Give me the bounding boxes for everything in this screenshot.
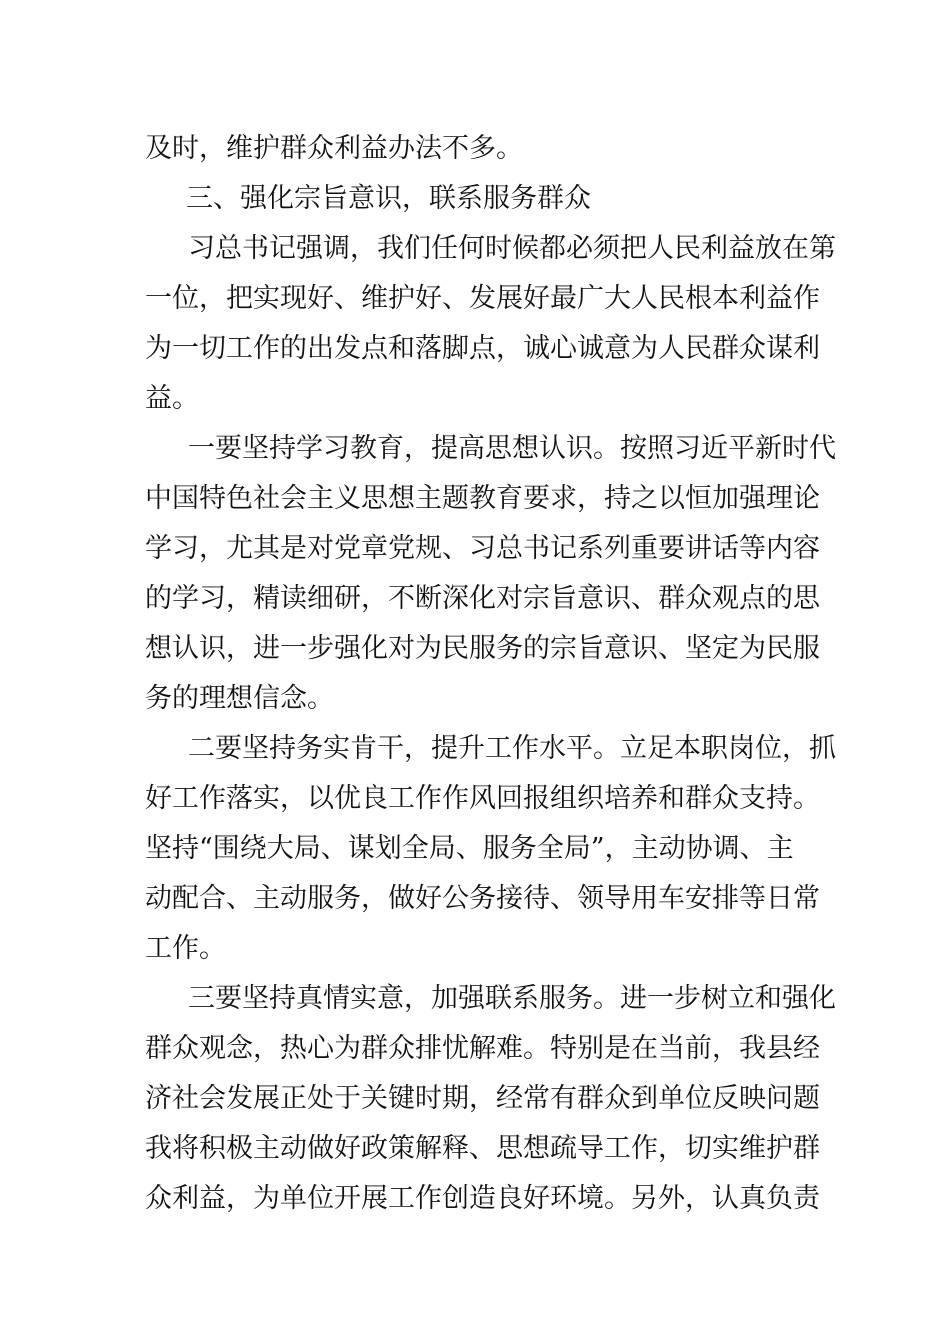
text-line: 工作。 <box>145 933 226 964</box>
text-line: 想认识，进一步强化对为民服务的宗旨意识、坚定为民服 <box>145 633 820 664</box>
text-line: 济社会发展正处于关键时期，经常有群众到单位反映问题 <box>145 1083 820 1114</box>
text-line: 动配合、主动服务，做好公务接待、领导用车安排等日常 <box>145 883 820 914</box>
text-line: 一要坚持学习教育，提高思想认识。按照习近平新时代 <box>188 433 836 464</box>
text-line: 学习，尤其是对党章党规、习总书记系列重要讲话等内容 <box>145 533 820 564</box>
text-line: 益。 <box>145 383 199 414</box>
text-line: 为一切工作的出发点和落脚点，诚心诚意为人民群众谋利 <box>145 333 820 364</box>
text-line: 三要坚持真情实意，加强联系服务。进一步树立和强化 <box>188 983 836 1014</box>
text-line: 一位，把实现好、维护好、发展好最广大人民根本利益作 <box>145 283 820 314</box>
text-line: 坚持“围绕大局、谋划全局、服务全局”，主动协调、主 <box>145 833 794 864</box>
text-line: 我将积极主动做好政策解释、思想疏导工作，切实维护群 <box>145 1133 820 1164</box>
text-line: 好工作落实，以优良工作作风回报组织培养和群众支持。 <box>145 783 820 814</box>
text-line: 务的理想信念。 <box>145 683 334 714</box>
text-line: 群众观念，热心为群众排忧解难。特别是在当前，我县经 <box>145 1033 820 1064</box>
text-line: 中国特色社会主义思想主题教育要求，持之以恒加强理论 <box>145 483 820 514</box>
text-line: 习总书记强调，我们任何时候都必须把人民利益放在第 <box>188 233 836 264</box>
text-line: 的学习，精读细研，不断深化对宗旨意识、群众观点的思 <box>145 583 820 614</box>
section-heading: 三、强化宗旨意识，联系服务群众 <box>186 183 591 214</box>
text-line: 二要坚持务实肯干，提升工作水平。立足本职岗位，抓 <box>188 733 836 764</box>
text-line: 众利益，为单位开展工作创造良好环境。另外，认真负责 <box>145 1183 820 1214</box>
text-line: 及时，维护群众利益办法不多。 <box>145 133 523 164</box>
